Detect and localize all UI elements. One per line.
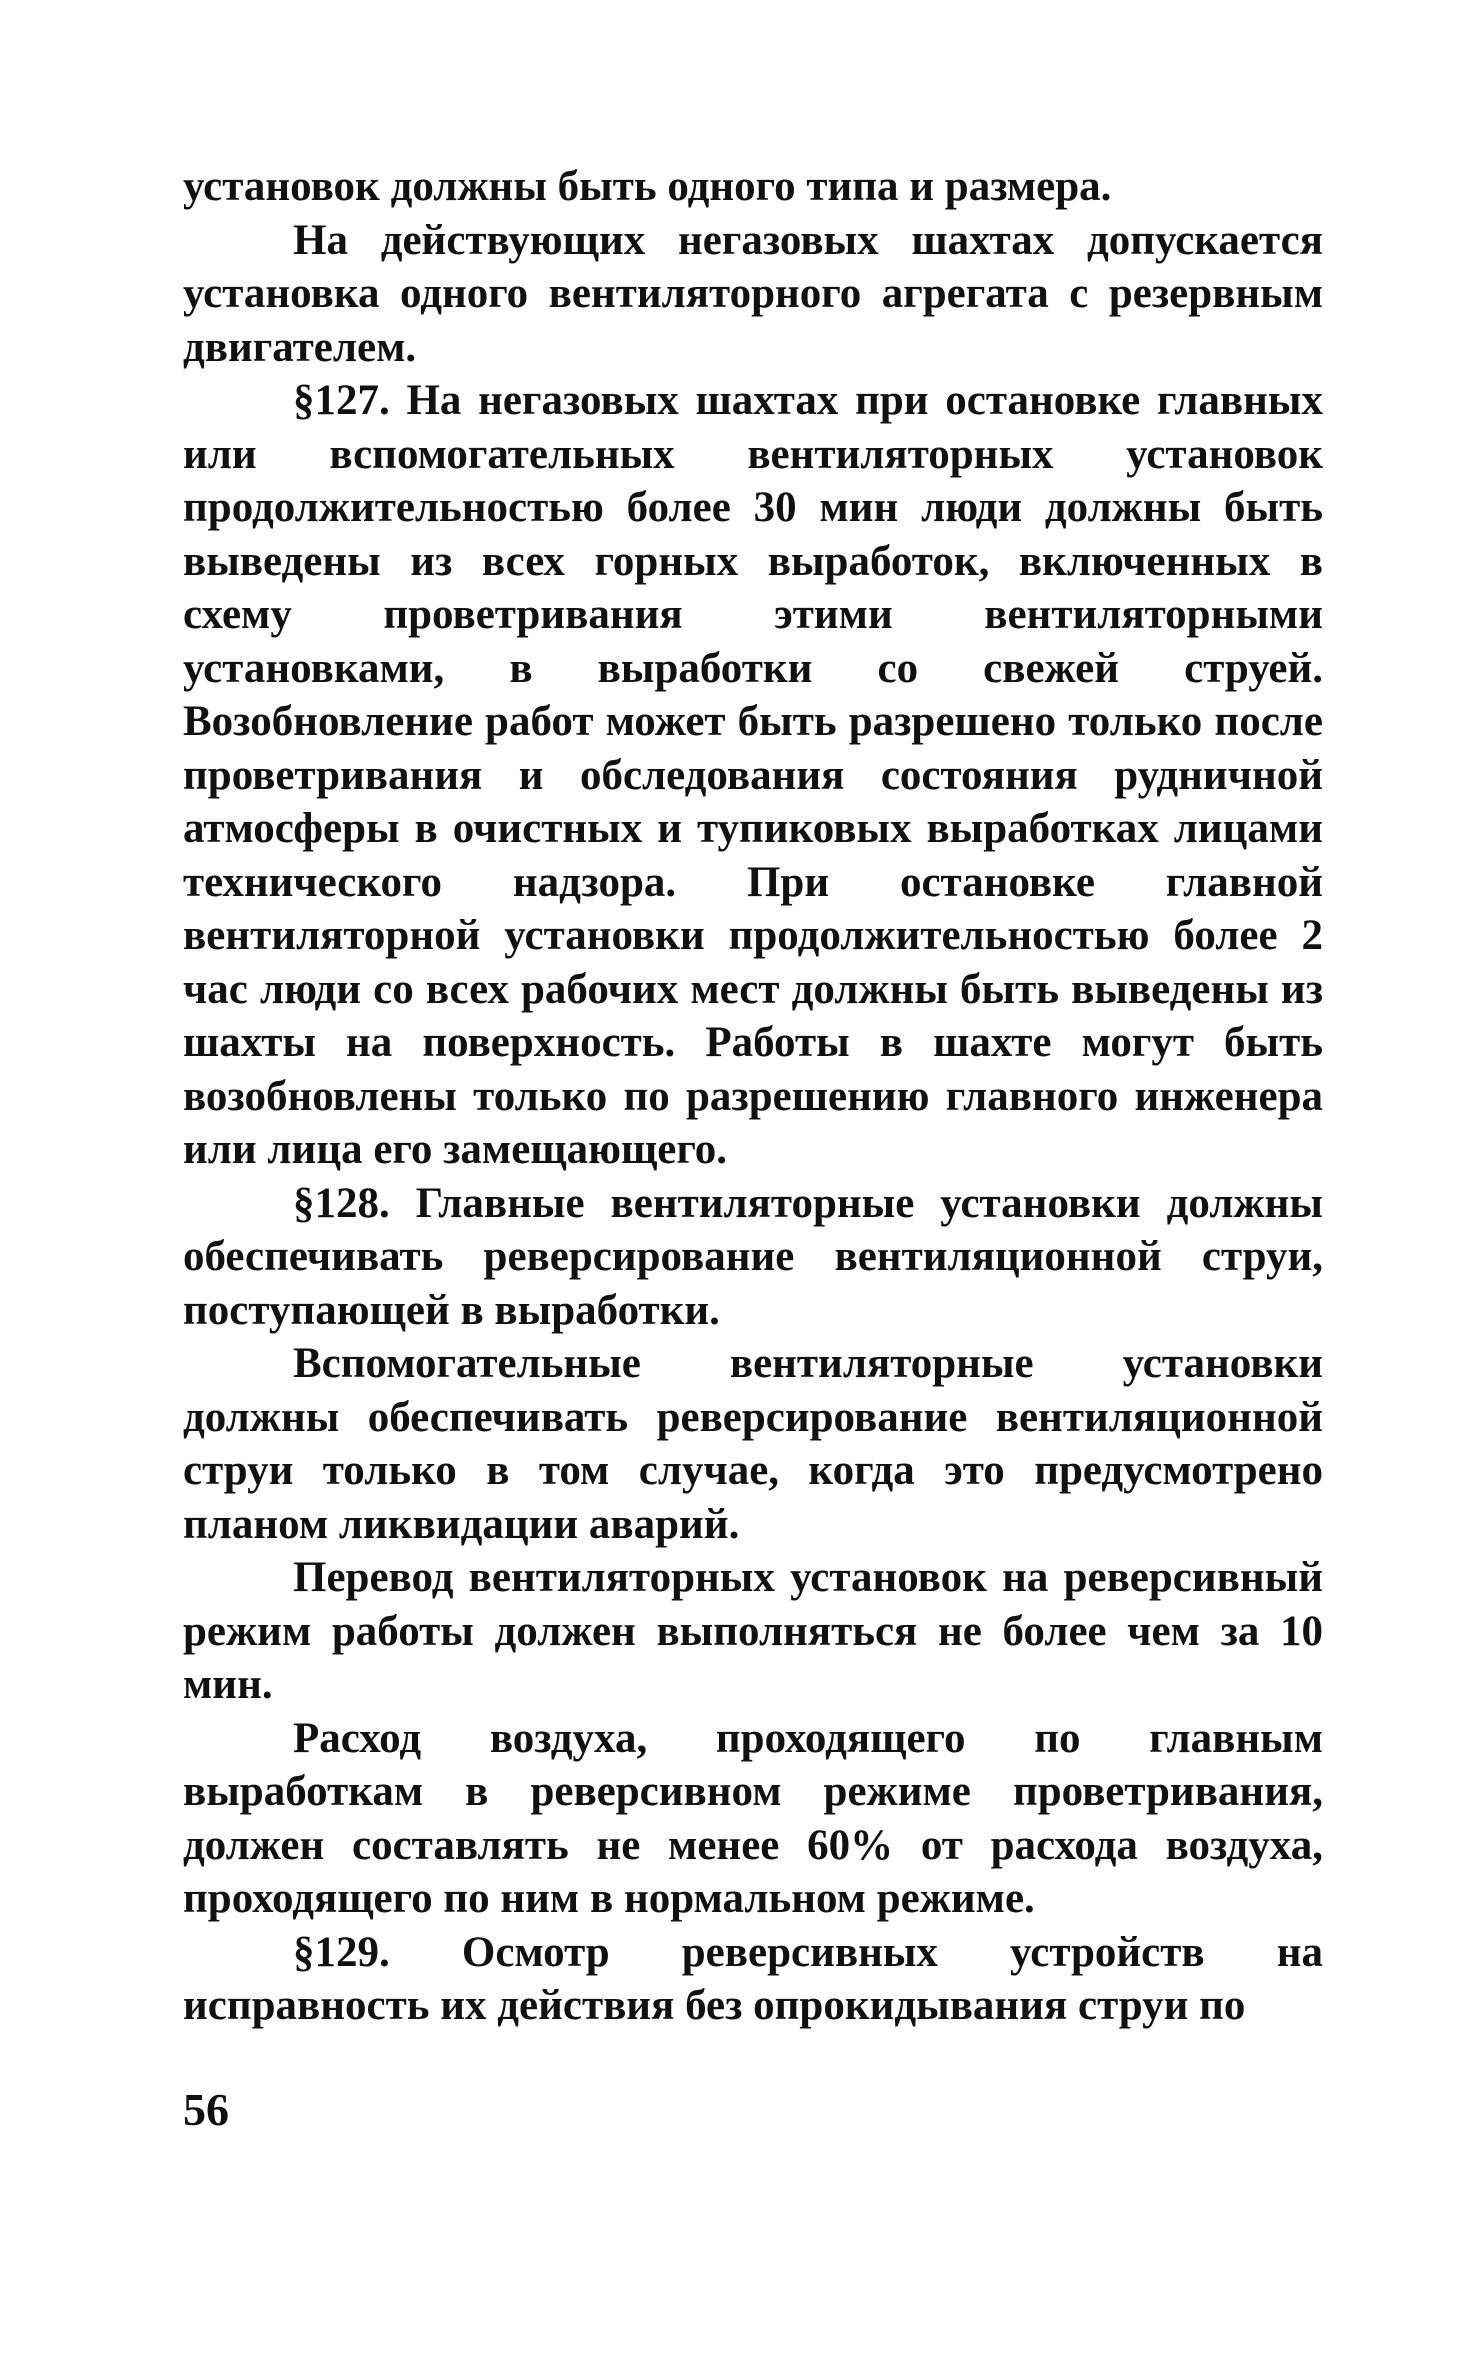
paragraph-section-127: §127. На негазовых шахтах при остановке главных или вспомогательных вентиляторных установок продолжительностью более 30 мин люди должны быть выведены из всех горных выработок, включенных в схему проветривания этими вентиляторными установками, в выработки со свежей струей. Возобновление работ может быть разрешено только после проветривания и обследования состояния рудничной атмосферы в очистных и тупиковых выработках лицами технического надзора. При остановке главной вентиляторной установки продолжительностью более 2 час люди со всех рабочих мест должны быть выведены из шахты на поверхность. Работы в шахте могут быть возобновлены только по разрешению главного инженера или лица его замещающего. (183, 377, 1323, 1173)
paragraph-single-fan: На действующих негазовых шахтах допускается установка одного вентиляторного агрегата с резервным двигателем. (183, 216, 1323, 371)
body-text (183, 160, 1323, 2033)
paragraph-continuation: установок должны быть одного типа и размера. (183, 163, 1112, 210)
paragraph-air-flow: Расход воздуха, проходящего по главным выработкам в реверсивном режиме проветривания, должен составлять не менее 60% от расхода воздуха, проходящего по ним в нормальном режиме. (183, 1714, 1323, 1922)
page-number: 56 (183, 2084, 229, 2135)
paragraph-auxiliary-fans: Вспомогательные вентиляторные установки должны обеспечивать реверсирование вентиляционной струи только в том случае, когда это предусмотрено планом ликвидации аварий. (183, 1340, 1323, 1548)
paragraph-section-129: §129. Осмотр реверсивных устройств на исправность их действия без опрокидывания струи по (183, 1928, 1323, 2029)
paragraph-section-128: §128. Главные вентиляторные установки должны обеспечивать реверсирование вентиляционной струи, поступающей в выработки. (183, 1179, 1323, 1334)
paragraph-reverse-mode-time: Перевод вентиляторных установок на реверсивный режим работы должен выполняться не более чем за 10 мин. (183, 1554, 1323, 1708)
